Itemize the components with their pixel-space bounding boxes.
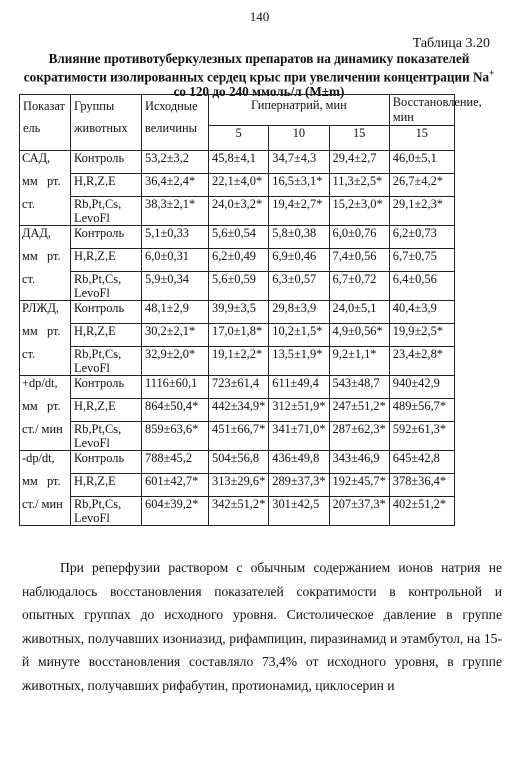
- table-row: [20, 324, 455, 347]
- table-row: [20, 249, 455, 272]
- value-cell: 13,5±1,9*: [269, 347, 329, 376]
- value-cell: 788±45,2: [142, 451, 209, 474]
- time-cell: 15: [329, 126, 389, 151]
- header-baseline: [142, 95, 209, 151]
- table-row: [20, 151, 455, 174]
- value-cell: 940±42,9: [389, 376, 454, 399]
- value-cell: 9,2±1,1*: [329, 347, 389, 376]
- group-cell: H,R,Z,E: [71, 249, 142, 272]
- value-cell: 442±34,9*: [209, 399, 269, 422]
- group-cell: H,R,Z,E: [71, 399, 142, 422]
- value-cell: 378±36,4*: [389, 474, 454, 497]
- value-cell: 6,0±0,31: [142, 249, 209, 272]
- table-row: [20, 422, 455, 451]
- value-cell: 5,6±0,59: [209, 272, 269, 301]
- indicator-cell: -dp/dt,: [20, 451, 71, 474]
- table-row: [20, 451, 455, 474]
- value-cell: 39,9±3,5: [209, 301, 269, 324]
- table-row: [20, 197, 455, 226]
- group-cell: Контроль: [71, 151, 142, 174]
- group-cell: H,R,Z,E: [71, 324, 142, 347]
- value-cell: 645±42,8: [389, 451, 454, 474]
- value-cell: 601±42,7*: [142, 474, 209, 497]
- value-cell: 24,0±3,2*: [209, 197, 269, 226]
- table-label: Таблица 3.20: [412, 36, 490, 51]
- value-cell: 7,4±0,56: [329, 249, 389, 272]
- value-cell: 504±56,8: [209, 451, 269, 474]
- indicator-cell: ст.: [20, 272, 71, 301]
- header-hypernatrium: Гипернатрий, мин: [209, 95, 390, 126]
- caption-line-2-sup: +: [489, 68, 495, 78]
- value-cell: 543±48,7: [329, 376, 389, 399]
- value-cell: 29,4±2,7: [329, 151, 389, 174]
- value-cell: 19,4±2,7*: [269, 197, 329, 226]
- indicator-cell: мм рт.: [20, 324, 71, 347]
- value-cell: 342±51,2*: [209, 497, 269, 526]
- value-cell: 451±66,7*: [209, 422, 269, 451]
- value-cell: 341±71,0*: [269, 422, 329, 451]
- value-cell: 36,4±2,4*: [142, 174, 209, 197]
- value-cell: 45,8±4,1: [209, 151, 269, 174]
- value-cell: 10,2±1,5*: [269, 324, 329, 347]
- value-cell: 30,2±2,1*: [142, 324, 209, 347]
- value-cell: 6,0±0,76: [329, 226, 389, 249]
- paragraph-text: При реперфузии раствором с обычным содержанием ионов натрия не наблюдалось восстановления показателей сократимости в контрольной и опытных группах до исходного уровня. Систолическое давление в группе животных, получавших изониазид, рифампицин, пиразинамид и этамбутол, на 15-й минуте восстановления составляло 73,4% от исходного уровня, в группе животных, получавших рифабутин, протионамид, циклосерин и: [22, 560, 502, 693]
- indicator-cell: ст./ мин: [20, 497, 71, 526]
- value-cell: 723±61,4: [209, 376, 269, 399]
- group-cell: Rb,Pt,Cs, LevoFl: [71, 197, 142, 226]
- value-cell: 6,9±0,46: [269, 249, 329, 272]
- caption-line-3: со 120 до 240 ммоль/л (M±m): [173, 84, 345, 100]
- value-cell: 6,3±0,57: [269, 272, 329, 301]
- value-cell: 489±56,7*: [389, 399, 454, 422]
- value-cell: 17,0±1,8*: [209, 324, 269, 347]
- value-cell: 402±51,2*: [389, 497, 454, 526]
- caption-line-2: [14, 66, 504, 84]
- table-row: [20, 399, 455, 422]
- indicator-cell: ст./ мин: [20, 422, 71, 451]
- group-cell: Контроль: [71, 226, 142, 249]
- value-cell: 287±62,3*: [329, 422, 389, 451]
- header-group-text: Группы животных: [74, 99, 128, 135]
- value-cell: 5,9±0,34: [142, 272, 209, 301]
- indicator-cell: ДАД,: [20, 226, 71, 249]
- value-cell: 23,4±2,8*: [389, 347, 454, 376]
- value-cell: 604±39,2*: [142, 497, 209, 526]
- value-cell: 1116±60,1: [142, 376, 209, 399]
- indicator-cell: +dp/dt,: [20, 376, 71, 399]
- value-cell: 611±49,4: [269, 376, 329, 399]
- value-cell: 343±46,9: [329, 451, 389, 474]
- value-cell: 5,8±0,38: [269, 226, 329, 249]
- value-cell: 289±37,3*: [269, 474, 329, 497]
- indicator-cell: мм рт.: [20, 399, 71, 422]
- table-row: [20, 497, 455, 526]
- value-cell: 6,7±0,75: [389, 249, 454, 272]
- value-cell: 19,1±2,2*: [209, 347, 269, 376]
- table-row: [20, 376, 455, 399]
- value-cell: 48,1±2,9: [142, 301, 209, 324]
- value-cell: 22,1±4,0*: [209, 174, 269, 197]
- group-cell: Rb,Pt,Cs, LevoFl: [71, 422, 142, 451]
- data-table: [19, 94, 482, 526]
- value-cell: 26,7±4,2*: [389, 174, 454, 197]
- group-cell: Контроль: [71, 451, 142, 474]
- table-caption: [14, 51, 504, 99]
- indicator-cell: ст.: [20, 347, 71, 376]
- value-cell: 301±42,5: [269, 497, 329, 526]
- value-cell: 5,1±0,33: [142, 226, 209, 249]
- value-cell: 24,0±5,1: [329, 301, 389, 324]
- table-row: [20, 347, 455, 376]
- value-cell: 19,9±2,5*: [389, 324, 454, 347]
- value-cell: 207±37,3*: [329, 497, 389, 526]
- value-cell: 5,6±0,54: [209, 226, 269, 249]
- group-cell: Rb,Pt,Cs, LevoFl: [71, 347, 142, 376]
- value-cell: 6,2±0,49: [209, 249, 269, 272]
- time-cell: 15: [389, 126, 454, 151]
- indicator-cell: мм рт.: [20, 474, 71, 497]
- value-cell: 4,9±0,56*: [329, 324, 389, 347]
- value-cell: 436±49,8: [269, 451, 329, 474]
- header-indicator-text: Показатель: [23, 99, 65, 135]
- value-cell: 53,2±3,2: [142, 151, 209, 174]
- table-row: [20, 474, 455, 497]
- value-cell: 313±29,6*: [209, 474, 269, 497]
- value-cell: 40,4±3,9: [389, 301, 454, 324]
- value-cell: 864±50,4*: [142, 399, 209, 422]
- header-baseline-text: Исходные величины: [145, 99, 198, 135]
- value-cell: 38,3±2,1*: [142, 197, 209, 226]
- indicator-cell: САД,: [20, 151, 71, 174]
- value-cell: 192±45,7*: [329, 474, 389, 497]
- indicator-cell: мм рт.: [20, 174, 71, 197]
- table-row: [20, 174, 455, 197]
- value-cell: 6,7±0,72: [329, 272, 389, 301]
- caption-line-2-text: сократимости изолированных сердец крыс при увеличении концентрации Na: [23, 69, 490, 85]
- value-cell: 15,2±3,0*: [329, 197, 389, 226]
- value-cell: 6,4±0,56: [389, 272, 454, 301]
- time-cell: 10: [269, 126, 329, 151]
- table-row: [20, 272, 455, 301]
- body-paragraph: [22, 556, 502, 697]
- table-row: [20, 226, 455, 249]
- value-cell: 11,3±2,5*: [329, 174, 389, 197]
- indicator-cell: РЛЖД,: [20, 301, 71, 324]
- group-cell: Контроль: [71, 376, 142, 399]
- group-cell: Rb,Pt,Cs, LevoFl: [71, 497, 142, 526]
- group-cell: Контроль: [71, 301, 142, 324]
- value-cell: 34,7±4,3: [269, 151, 329, 174]
- value-cell: 32,9±2,0*: [142, 347, 209, 376]
- value-cell: 312±51,9*: [269, 399, 329, 422]
- group-cell: H,R,Z,E: [71, 474, 142, 497]
- value-cell: 29,8±3,9: [269, 301, 329, 324]
- header-recovery: [389, 95, 482, 126]
- value-cell: 592±61,3*: [389, 422, 454, 451]
- indicator-cell: ст.: [20, 197, 71, 226]
- time-cell: 5: [209, 126, 269, 151]
- table-row: [20, 301, 455, 324]
- header-recovery-text: Восстановление, мин: [392, 95, 482, 124]
- indicator-cell: мм рт.: [20, 249, 71, 272]
- value-cell: 29,1±2,3*: [389, 197, 454, 226]
- table-header-row: [20, 95, 455, 126]
- page-number: 140: [249, 9, 270, 24]
- header-indicator: [20, 95, 71, 151]
- caption-line-1: Влияние противотуберкулезных препаратов на динамику показателей: [48, 51, 470, 66]
- value-cell: 6,2±0,73: [389, 226, 454, 249]
- header-group: [71, 95, 142, 151]
- value-cell: 247±51,2*: [329, 399, 389, 422]
- value-cell: 46,0±5,1: [389, 151, 454, 174]
- group-cell: Rb,Pt,Cs, LevoFl: [71, 272, 142, 301]
- value-cell: 859±63,6*: [142, 422, 209, 451]
- value-cell: 16,5±3,1*: [269, 174, 329, 197]
- group-cell: H,R,Z,E: [71, 174, 142, 197]
